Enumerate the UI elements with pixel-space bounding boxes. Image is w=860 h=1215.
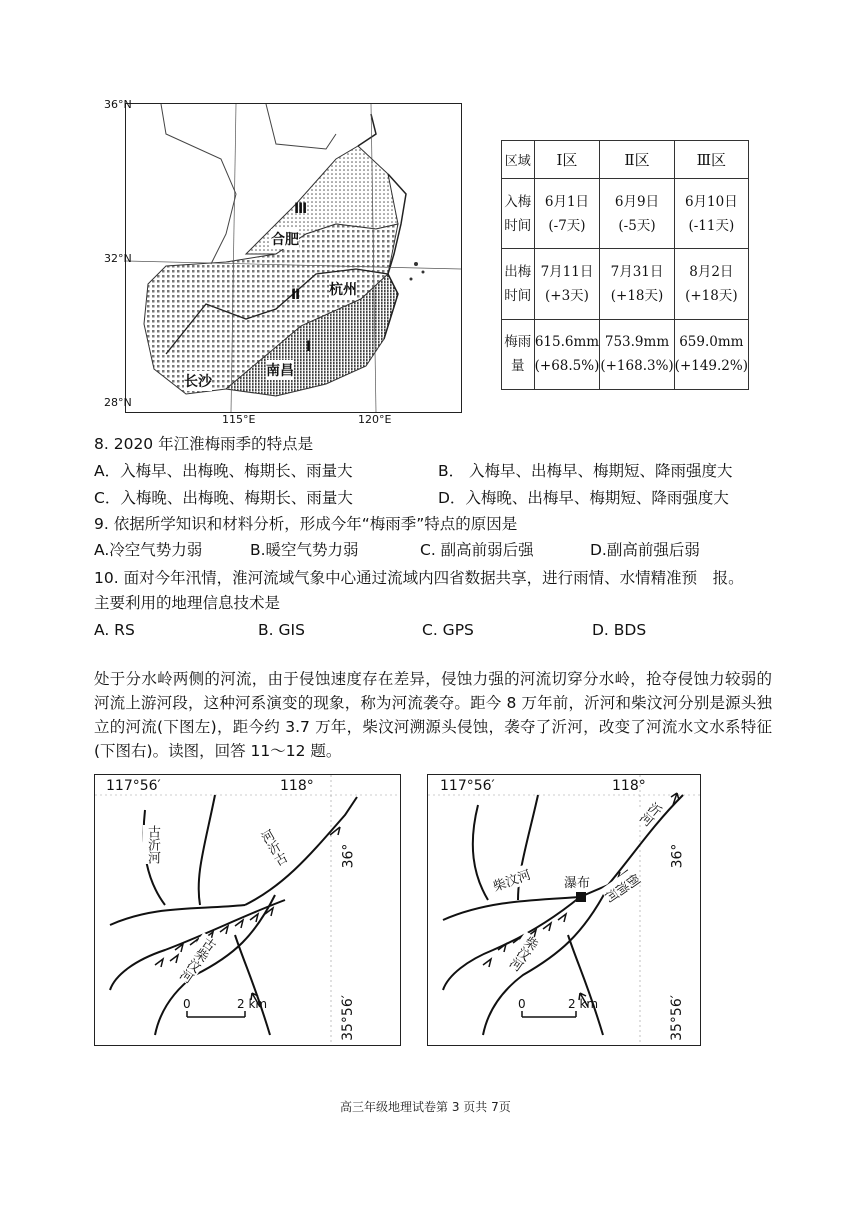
q9-option-a[interactable]: A.冷空气势力弱 [94,541,203,559]
table-header-iii: Ⅲ区 [674,141,748,179]
label-chai-wen-he-bottom: 柴汶河 [505,932,540,973]
chaiwen-tributary-1 [473,805,488,900]
ancient-yi-confluence [110,905,245,925]
left-lon-117-56: 117°56′ [106,778,161,794]
table-header-ii: Ⅱ区 [600,141,674,179]
region-label-ii: Ⅱ [291,287,301,303]
chaiwen-lower [443,897,580,990]
province-boundary [161,104,236,264]
map1-lat-28: 28°N [104,396,132,409]
map1-lon-115: 115°E [222,413,256,426]
scale-zero-left: 0 [183,997,191,1011]
chaiwen-upper [443,897,580,920]
meiyu-region-map [125,103,462,413]
label-dao-tang-he: 倒淌河 [601,869,642,904]
left-lat-36: 36° [340,843,357,869]
right-lat-36: 36° [669,843,686,869]
table-row: 梅雨 量 615.6mm (+68.5%) 753.9mm (+168.3%) 659.0mm (+149.2%) [502,319,749,389]
left-lon-118: 118° [280,778,314,794]
map1-lat-36: 36°N [104,98,132,111]
scale-zero-right: 0 [518,997,526,1011]
city-label-changsha: 长沙 [184,371,212,391]
scale-dist-left: 2 km [237,997,268,1011]
table-header-i: Ⅰ区 [534,141,600,179]
label-gu-yi-he-right: 河沂古 [256,827,289,870]
q8-option-c[interactable]: C．入梅晚、出梅晚、梅期长、雨量大 [94,489,353,507]
city-label-nanchang: 南昌 [266,360,294,380]
river-map-after-capture [427,774,701,1046]
label-yi-he: 沂河 [635,798,664,828]
region-label-iii: Ⅲ [294,201,308,217]
river-capture-passage: 处于分水岭两侧的河流，由于侵蚀速度存在差异，侵蚀力强的河流切穿分水岭，抢夺侵蚀力较弱的河流上游河段，这种河系演变的现象，称为河流袭夺。距今 8 万年前，沂河和柴汶河分别是源头独立的河流(下图左)，距今约 3.7 万年，柴汶河溯源头侵蚀，袭夺了沂河，改变了河流水文水系特征(下图右)。读图，回答 11～12 题。 [94,670,772,760]
q8-option-a[interactable]: A．入梅早、出梅晚、梅期长、雨量大 [94,462,353,480]
label-gu-yi-he-left: 古沂河 [145,825,160,864]
label-chai-wen-he-top: 柴汶河 [490,864,533,895]
table-header-region: 区域 [502,141,535,179]
region-label-i: Ⅰ [306,339,312,355]
label-gu-chai-wen-he: 古柴汶河 [175,933,218,985]
table-row: 入梅 时间 6月1日 (-7天) 6月9日 (-5天) 6月10日 (-11天) [502,179,749,249]
q10-stem-line2: 主要利用的地理信息技术是 [94,594,281,612]
q10-option-d[interactable]: D. BDS [592,621,647,639]
q9-option-c[interactable]: C. 副高前弱后强 [420,541,534,559]
q10-option-a[interactable]: A. RS [94,621,135,639]
chaiwen-bank [483,887,608,1035]
q10-option-b[interactable]: B. GIS [258,621,305,639]
map1-lon-120: 120°E [358,413,392,426]
right-lon-118: 118° [612,778,646,794]
meiyu-data-table [501,140,749,390]
q9-option-d[interactable]: D.副高前强后弱 [590,541,700,559]
chaiwen-tributary-3 [568,935,603,1035]
q9-option-b[interactable]: B.暖空气势力弱 [250,541,359,559]
waterfall-marker [576,892,586,902]
table-row: 出梅 时间 7月11日 (+3天) 7月31日 (+18天) 8月2日 (+18天) [502,249,749,319]
right-lat-35-56: 35°56′ [668,995,685,1041]
map1-lat-32: 32°N [104,252,132,265]
label-pubu: 瀑布 [564,872,590,891]
scale-dist-right: 2 km [568,997,599,1011]
q8-option-d[interactable]: D．入梅晚、出梅早、梅期短、降雨强度大 [438,489,729,507]
ancient-yi-tributary-2 [199,795,215,905]
city-label-hangzhou: 杭州 [329,279,357,299]
q8-stem: 8. 2020 年江淮梅雨季的特点是 [94,435,314,453]
left-lat-35-56: 35°56′ [339,995,356,1041]
right-lon-117-56: 117°56′ [440,778,495,794]
q10-stem-line1: 10. 面对今年汛情，淮河流域气象中心通过流域内四省数据共享，进行雨情、水情精准预 报。 [94,569,744,587]
ancient-chaiwen-tributary [235,935,270,1035]
province-boundary-2 [266,104,336,149]
page-footer: 高三年级地理试卷第 3 页共 7页 [340,1100,511,1114]
q8-option-b[interactable]: B． 入梅早、出梅早、梅期短、降雨强度大 [438,462,733,480]
city-label-hefei: 合肥 [271,229,299,249]
q9-stem: 9. 依据所学知识和材料分析，形成今年“梅雨季”特点的原因是 [94,515,518,533]
q10-option-c[interactable]: C. GPS [422,621,474,639]
